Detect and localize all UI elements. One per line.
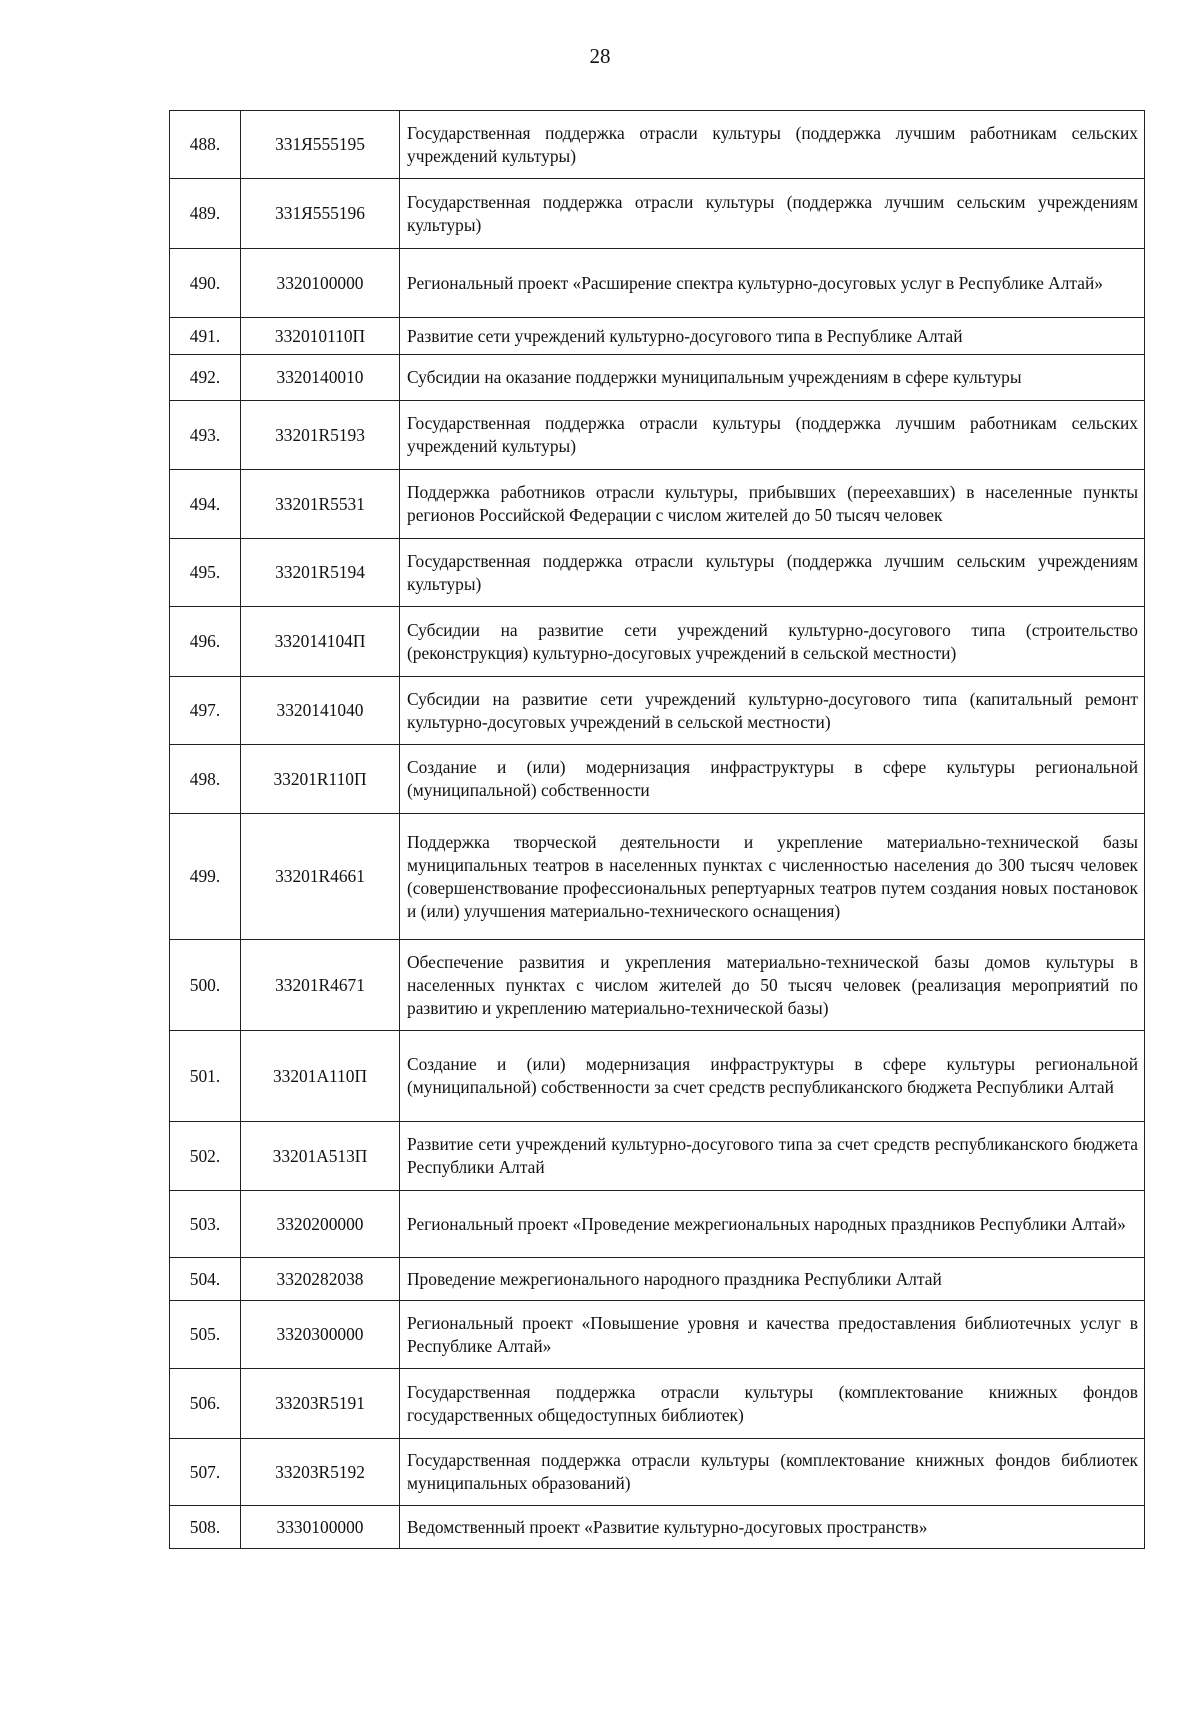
row-number: 491.: [170, 318, 241, 355]
table-row: [170, 1258, 1145, 1301]
row-number: 499.: [170, 814, 241, 940]
table-row: [170, 401, 1145, 470]
row-number: 507.: [170, 1439, 241, 1506]
row-name: Обеспечение развития и укрепления материально-технической базы домов культуры в населенных пунктах с числом жителей до 50 тысяч человек (реализация мероприятий по развитию и укреплению материально-технической базы): [400, 940, 1145, 1031]
row-number: 500.: [170, 940, 241, 1031]
row-code: 3320300000: [241, 1301, 400, 1369]
row-name: Региональный проект «Повышение уровня и качества предоставления библиотечных услуг в Республике Алтай»: [400, 1301, 1145, 1369]
row-name: Субсидии на оказание поддержки муниципальным учреждениям в сфере культуры: [400, 355, 1145, 401]
row-code: 33201R5194: [241, 539, 400, 607]
row-number: 505.: [170, 1301, 241, 1369]
row-code: 3320140010: [241, 355, 400, 401]
row-code: 3320100000: [241, 249, 400, 318]
row-name: Создание и (или) модернизация инфраструктуры в сфере культуры региональной (муниципальной) собственности за счет средств республиканского бюджета Республики Алтай: [400, 1031, 1145, 1122]
row-number: 501.: [170, 1031, 241, 1122]
table-row: [170, 111, 1145, 179]
table-row: [170, 1369, 1145, 1439]
row-name: Поддержка творческой деятельности и укрепление материально-технической базы муниципальных театров в населенных пунктах с численностью населения до 300 тысяч человек (совершенствование профессиональных репертуарных театров путем создания новых постановок и (или) улучшения материально-технического оснащения): [400, 814, 1145, 940]
table-row: [170, 607, 1145, 677]
row-code: 33203R5191: [241, 1369, 400, 1439]
row-name: Региональный проект «Расширение спектра культурно-досуговых услуг в Республике Алтай»: [400, 249, 1145, 318]
table-row: [170, 814, 1145, 940]
row-number: 506.: [170, 1369, 241, 1439]
row-number: 496.: [170, 607, 241, 677]
row-number: 502.: [170, 1122, 241, 1191]
table-row: [170, 249, 1145, 318]
row-number: 495.: [170, 539, 241, 607]
table-row: [170, 355, 1145, 401]
row-name: Субсидии на развитие сети учреждений культурно-досугового типа (строительство (реконструкция) культурно-досуговых учреждений в сельской местности): [400, 607, 1145, 677]
row-code: 331Я555195: [241, 111, 400, 179]
row-code: 33203R5192: [241, 1439, 400, 1506]
row-number: 489.: [170, 179, 241, 249]
table-row: [170, 470, 1145, 539]
row-name: Региональный проект «Проведение межрегиональных народных праздников Республики Алтай»: [400, 1191, 1145, 1258]
row-number: 503.: [170, 1191, 241, 1258]
row-number: 490.: [170, 249, 241, 318]
row-number: 508.: [170, 1506, 241, 1549]
row-code: 332010110П: [241, 318, 400, 355]
table-row: [170, 1191, 1145, 1258]
table-row: [170, 179, 1145, 249]
row-number: 497.: [170, 677, 241, 745]
row-number: 498.: [170, 745, 241, 814]
row-code: 331Я555196: [241, 179, 400, 249]
row-name: Государственная поддержка отрасли культуры (поддержка лучшим сельским учреждениям культуры): [400, 539, 1145, 607]
table-row: [170, 677, 1145, 745]
row-name: Создание и (или) модернизация инфраструктуры в сфере культуры региональной (муниципальной) собственности: [400, 745, 1145, 814]
row-code: 3320141040: [241, 677, 400, 745]
table-row: [170, 539, 1145, 607]
table-row: [170, 940, 1145, 1031]
row-code: 3320200000: [241, 1191, 400, 1258]
row-name: Ведомственный проект «Развитие культурно-досуговых пространств»: [400, 1506, 1145, 1549]
row-name: Государственная поддержка отрасли культуры (поддержка лучшим работникам сельских учреждений культуры): [400, 111, 1145, 179]
row-code: 332014104П: [241, 607, 400, 677]
table-row: [170, 318, 1145, 355]
row-code: 33201A513П: [241, 1122, 400, 1191]
row-code: 33201R5531: [241, 470, 400, 539]
table-row: [170, 1031, 1145, 1122]
classification-table: [169, 110, 1145, 1549]
row-name: Проведение межрегионального народного праздника Республики Алтай: [400, 1258, 1145, 1301]
row-number: 488.: [170, 111, 241, 179]
row-code: 3330100000: [241, 1506, 400, 1549]
row-code: 33201R4661: [241, 814, 400, 940]
table-body: [170, 111, 1145, 1549]
row-number: 493.: [170, 401, 241, 470]
row-name: Развитие сети учреждений культурно-досугового типа в Республике Алтай: [400, 318, 1145, 355]
row-number: 492.: [170, 355, 241, 401]
row-code: 3320282038: [241, 1258, 400, 1301]
table-row: [170, 1301, 1145, 1369]
row-name: Развитие сети учреждений культурно-досугового типа за счет средств республиканского бюджета Республики Алтай: [400, 1122, 1145, 1191]
row-code: 33201R110П: [241, 745, 400, 814]
row-number: 504.: [170, 1258, 241, 1301]
page-number: 28: [589, 44, 611, 68]
row-name: Поддержка работников отрасли культуры, прибывших (переехавших) в населенные пункты регионов Российской Федерации с числом жителей до 50 тысяч человек: [400, 470, 1145, 539]
table-row: [170, 745, 1145, 814]
row-code: 33201R4671: [241, 940, 400, 1031]
table-row: [170, 1506, 1145, 1549]
row-code: 33201A110П: [241, 1031, 400, 1122]
row-name: Государственная поддержка отрасли культуры (комплектование книжных фондов государственных общедоступных библиотек): [400, 1369, 1145, 1439]
table-row: [170, 1439, 1145, 1506]
row-name: Государственная поддержка отрасли культуры (поддержка лучшим сельским учреждениям культуры): [400, 179, 1145, 249]
row-number: 494.: [170, 470, 241, 539]
table-row: [170, 1122, 1145, 1191]
row-name: Государственная поддержка отрасли культуры (поддержка лучшим работникам сельских учреждений культуры): [400, 401, 1145, 470]
row-code: 33201R5193: [241, 401, 400, 470]
row-name: Субсидии на развитие сети учреждений культурно-досугового типа (капитальный ремонт культурно-досуговых учреждений в сельской местности): [400, 677, 1145, 745]
row-name: Государственная поддержка отрасли культуры (комплектование книжных фондов библиотек муниципальных образований): [400, 1439, 1145, 1506]
